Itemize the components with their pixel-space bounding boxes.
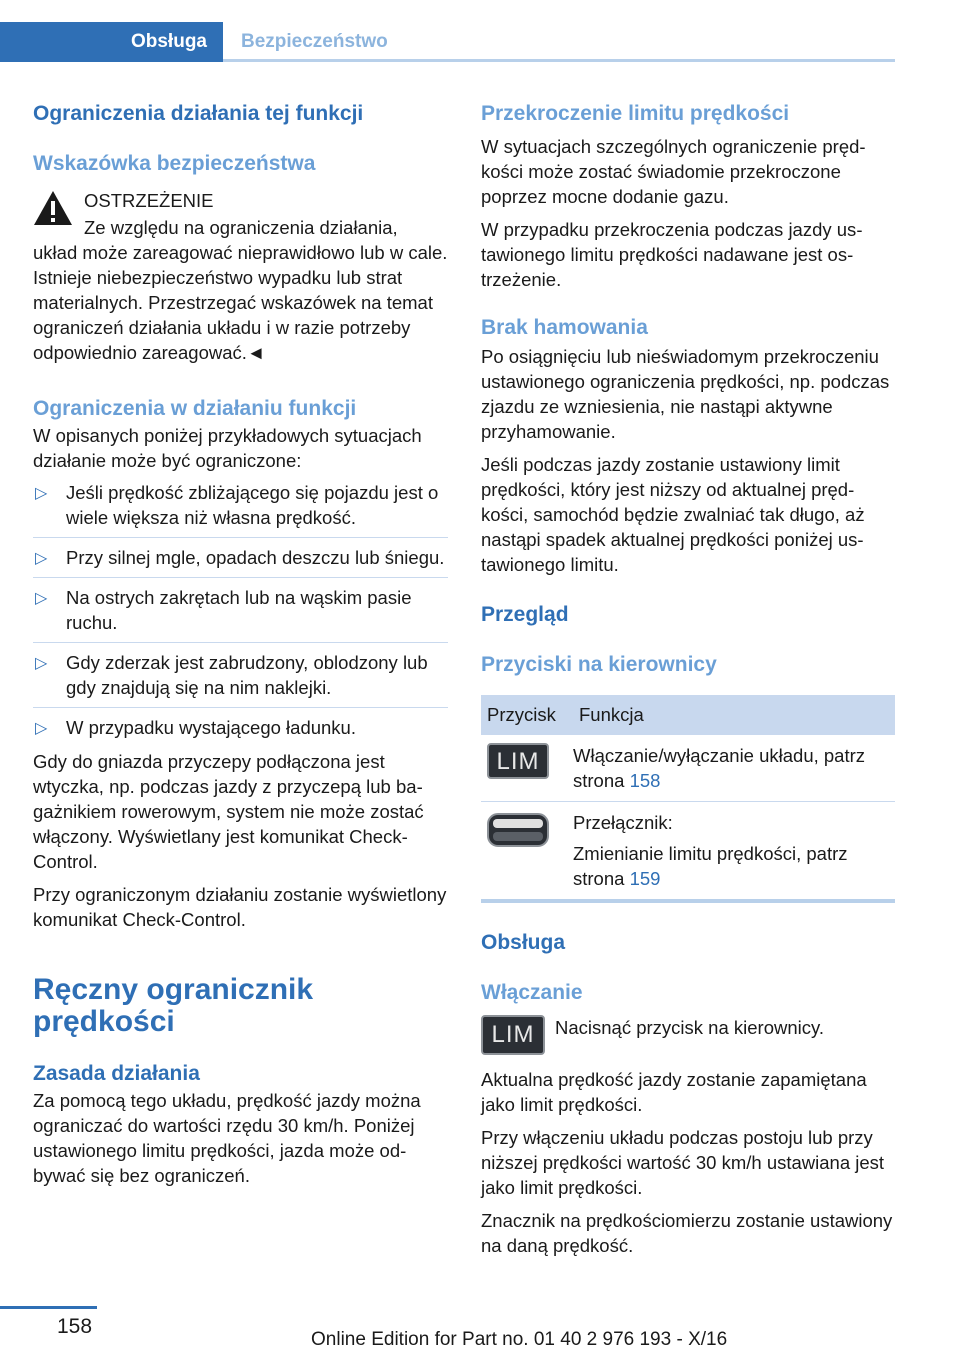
right-column [481,100,895,1258]
list-item: ▷ Jeśli prędkość zbliżającego się pojazdu jest o wiele większa niż własna prędkość. [33,473,448,538]
table-row [481,735,895,802]
list-item: ▷ Gdy zderzak jest zabrudzony, oblodzony lub gdy znajdują się na nim naklejki. [33,643,448,708]
triangle-bullet-icon: ▷ [35,590,48,607]
list-item: ▷ W przypadku wystającego ładunku. [33,708,448,747]
switch-on-paragraph-1: Aktualna prędkość jazdy zostanie zapamiętana jako limit prędkości. [481,1069,867,1115]
section-tab-inactive: Bezpieczeństwo [241,31,388,52]
exceed-paragraph-2: W przypadku przekroczenia podczas jazdy ustawionego limitu prędkości nadawane jest ostrzeżenie. [481,219,863,290]
triangle-bullet-icon: ▷ [35,720,48,737]
switch-on-instruction [481,1015,895,1055]
switch-on-text: Nacisnąć przycisk na kierownicy. [555,1017,825,1038]
limits-list [33,473,448,747]
page-reference-link[interactable]: 159 [629,868,661,889]
warning-title: OSTRZEŻENIE [84,190,214,211]
rocker-switch-icon [487,810,549,850]
no-braking-paragraph-1: Po osiągnięciu lub nieświadomym przekroczeniu ustawionego ograniczenia prędkości, np. podczas zjazdu ze wzniesienia, nie nastąpi aktywne przyhamowanie. [481,346,890,442]
page-number: 158 [57,1315,93,1338]
page-header [0,0,895,62]
switch-on-paragraph-3: Znacznik na prędkościomierzu zostanie ustawiony na daną prędkość. [481,1210,893,1256]
exceed-paragraph-1: W sytuacjach szczególnych ograniczenie prędkości może zostać świadomie przekroczone poprzez mocne dodanie gazu. [481,136,866,207]
heading-operation: Obsługa [481,931,566,954]
row-function-text: Włączanie/wyłączanie układu, patrz strona [573,745,866,791]
switch-on-paragraph-2: Przy włączeniu układu podczas postoju lub przy niższej prędkości wartość 30 km/h ustawiana jest jako limit prędkości. [481,1127,885,1198]
column-header-function: Funkcja [573,695,895,735]
list-item: ▷ Na ostrych zakrętach lub na wąskim pasie ruchu. [33,578,448,643]
lim-button-icon: LIM [487,743,549,779]
footer-rule [0,1306,97,1309]
trailer-paragraph: Gdy do gniazda przyczepy podłączona jest wtyczka, np. podczas jazdy z przyczepą lub bagażnikiem rowerowym, system nie może zostać włączony. Wyświetlany jest komunikat Check-Control. [33,751,424,872]
triangle-bullet-icon: ▷ [35,485,48,502]
header-rule [223,59,895,62]
heading-switch-on: Włączanie [481,981,583,1004]
page-reference-link[interactable]: 158 [629,770,661,791]
lim-button-icon: LIM [481,1015,545,1055]
heading-exceed-limit: Przekroczenie limitu prędkości [481,102,790,125]
heading-function-limits: Ograniczenia działania tej funkcji [33,102,364,125]
row-function-text: Zmienianie limitu prędkości, patrz strona [573,843,848,889]
left-column [33,100,448,1188]
heading-overview: Przegląd [481,603,569,626]
row-function-title: Przełącznik: [573,812,673,833]
warning-text: układ może zareagować nieprawidłowo lub w cale. Istnieje niebezpieczeństwo wypadku lub strat materialnych. Przestrzegać wskazówek na temat ograniczeń działania układu i w razie potrzeby odpowiednio zareagować.◄ [33,242,448,363]
section-tab-active: Obsługa [0,22,223,62]
limits-intro: W opisanych poniżej przykładowych sytuacjach działanie może być ograniczone: [33,425,422,471]
edition-note: Online Edition for Part no. 01 40 2 976 193 - X/16 [311,1329,728,1350]
warning-block [33,188,448,240]
heading-no-braking: Brak hamowania [481,316,648,339]
triangle-bullet-icon: ▷ [35,550,48,567]
buttons-table [481,695,895,903]
table-row [481,802,895,902]
list-item: ▷ Przy silnej mgle, opadach deszczu lub śniegu. [33,538,448,578]
heading-limits-in-function: Ograniczenia w działaniu funkcji [33,397,357,420]
no-braking-paragraph-2: Jeśli podczas jazdy zostanie ustawiony limit prędkości, który jest niższy od aktualnej prędkości, samochód będzie zwalniać tak długo, aż nastąpi spadek aktualnej prędkości poniżej ustawionego limitu. [481,454,865,575]
principle-paragraph: Za pomocą tego układu, prędkość jazdy można ograniczać do wartości rzędu 30 km/h. Poniżej ustawionego limitu prędkości, jazda może odbywać się bez ograniczeń. [33,1090,421,1186]
limited-function-paragraph: Przy ograniczonym działaniu zostanie wyświetlony komunikat Check-Control. [33,884,447,930]
heading-safety-note: Wskazówka bezpieczeństwa [33,152,316,175]
warning-text-lead: Ze względu na ograniczenia działania, [84,217,398,238]
warning-triangle-icon [33,190,73,226]
heading-manual-speed-limiter: Ręczny ogranicznik prędkości [33,973,314,1038]
column-header-button: Przycisk [481,695,573,735]
heading-principle: Zasada działania [33,1062,200,1085]
triangle-bullet-icon: ▷ [35,655,48,672]
table-header-row [481,695,895,735]
heading-steering-buttons: Przyciski na kierownicy [481,653,717,676]
